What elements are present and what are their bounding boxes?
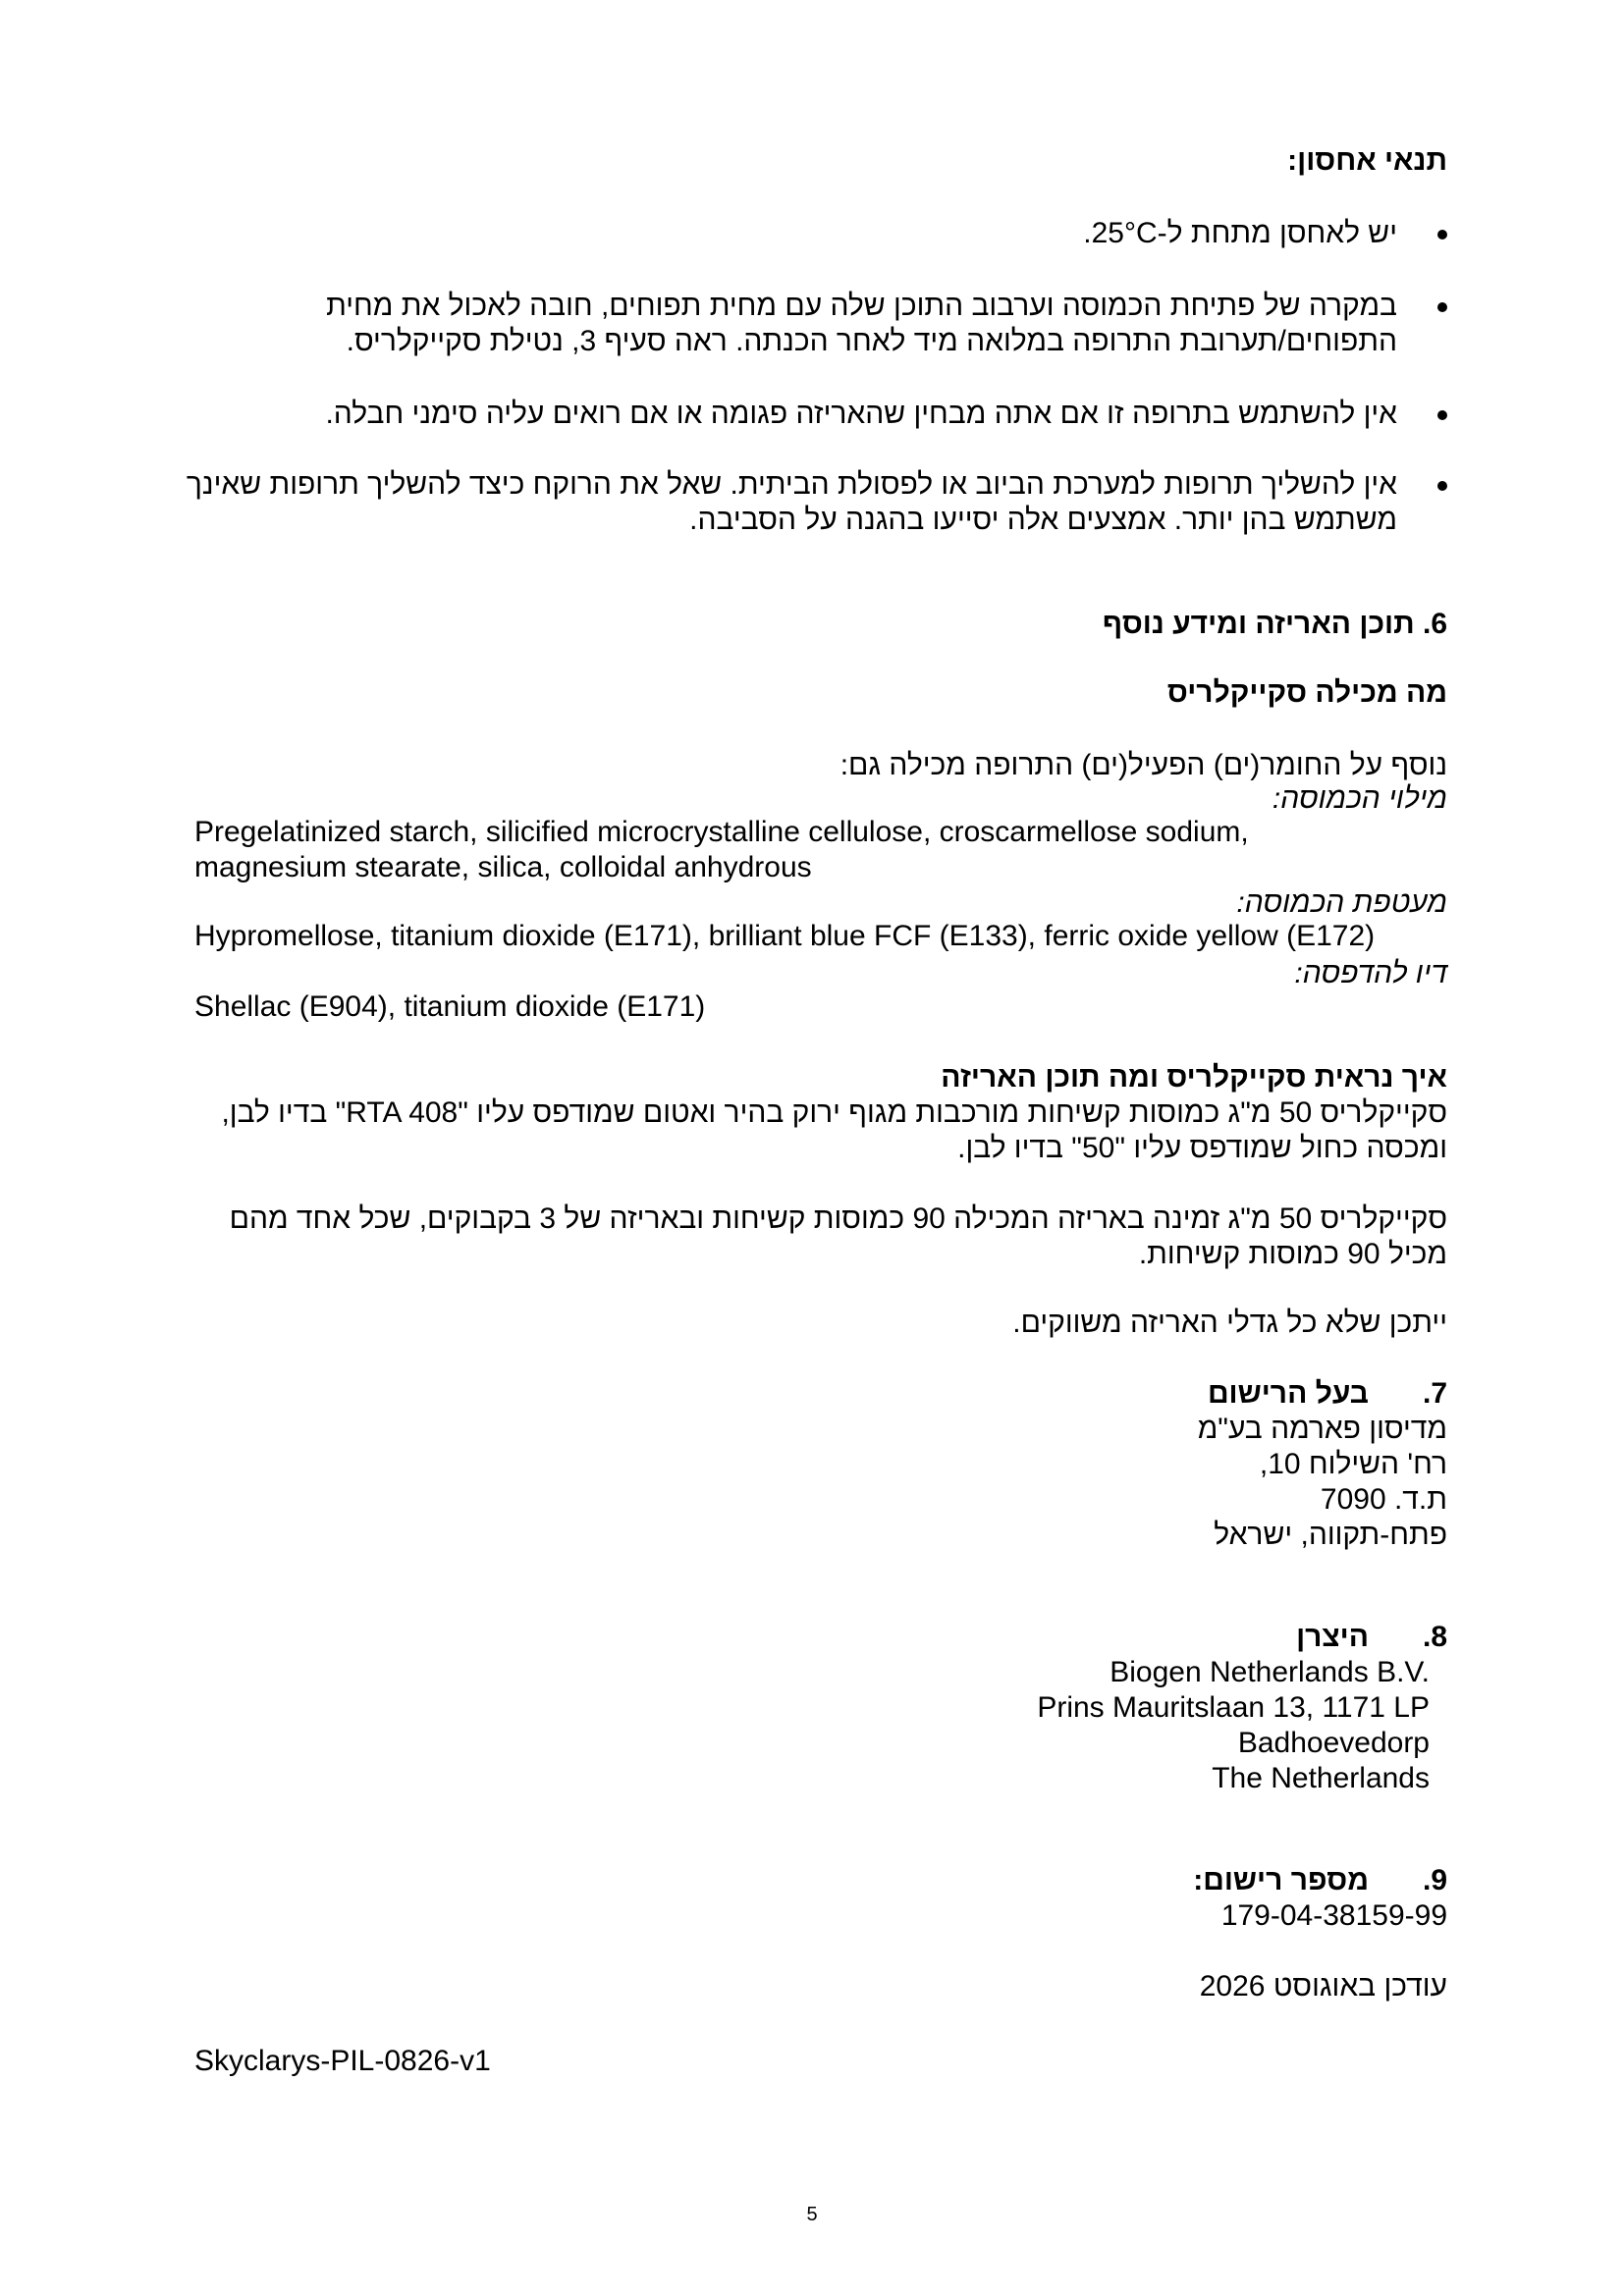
bullet-icon	[1437, 481, 1447, 491]
capsule-fill-line-1: Pregelatinized starch, silicified microcrystalline cellulose, croscarmellose sodium,	[194, 816, 1249, 848]
capsule-fill-line-2: magnesium stearate, silica, colloidal anhydrous	[194, 851, 812, 883]
page-number: 5	[806, 2204, 818, 2225]
capsule-shell-label: מעטפת הכמוסה:	[1236, 886, 1447, 919]
appearance-line-2: ומכסה כחול שמודפס עליו "50" בדיו לבן.	[957, 1132, 1447, 1164]
pack-note: ייתכן שלא כל גדלי האריזה משווקים.	[1012, 1307, 1447, 1339]
section-9-heading: מספר רישום:	[1193, 1864, 1369, 1896]
section-9-number: 9.	[1422, 1864, 1447, 1896]
registrant-line-4: פתח-תקווה, ישראל	[1214, 1519, 1447, 1551]
registrant-line-1: מדיסון פארמה בע"מ	[1197, 1413, 1447, 1445]
manufacturer-line-4: The Netherlands	[1212, 1762, 1430, 1794]
section-8-heading-row	[1296, 1620, 1447, 1655]
storage-heading: תנאי אחסון:	[1287, 144, 1447, 177]
storage-bullet-4-line-1: אין להשליך תרופות למערכת הביוב או לפסולת הביתית. שאל את הרוקח כיצד להשליך תרופות שאינך	[186, 468, 1397, 501]
storage-bullet-2-line-1: במקרה של פתיחת הכמוסה וערבוב התוכן שלה עם מחית תפוחים, חובה לאכול את מחית	[326, 290, 1397, 322]
manufacturer-line-2: Prins Mauritslaan 13, 1171 LP	[1037, 1691, 1430, 1724]
document-code: Skyclarys-PIL-0826-v1	[194, 2045, 491, 2077]
manufacturer-line-1: Biogen Netherlands B.V.	[1110, 1656, 1430, 1688]
section-8-heading: היצרן	[1296, 1621, 1369, 1653]
capsule-shell-text: Hypromellose, titanium dioxide (E171), brilliant blue FCF (E133), ferric oxide yellow (E172)	[194, 920, 1376, 952]
section-8-number: 8.	[1422, 1621, 1447, 1653]
appearance-heading: איך נראית סקייקלריס ומה תוכן האריזה	[941, 1061, 1447, 1094]
ink-label: דיו להדפסה:	[1294, 957, 1447, 989]
contents-subheading: מה מכילה סקייקלריס	[1166, 676, 1447, 709]
ink-text: Shellac (E904), titanium dioxide (E171)	[194, 990, 706, 1023]
manufacturer-line-3: Badhoevedorp	[1237, 1727, 1430, 1759]
registrant-line-2: רח' השילוח 10,	[1259, 1448, 1447, 1480]
storage-bullet-4-line-2: משתמש בהן יותר. אמצעים אלה יסייעו בהגנה על הסביבה.	[689, 504, 1397, 536]
section-9-heading-row	[1193, 1863, 1447, 1898]
pack-line-2: מכיל 90 כמוסות קשיחות.	[1138, 1238, 1447, 1270]
updated-date: עודכן באוגוסט 2026	[1199, 1970, 1447, 2002]
bullet-icon	[1437, 302, 1447, 312]
section-7-number: 7.	[1422, 1377, 1447, 1410]
registration-number: 179-04-38159-99	[1220, 1899, 1447, 1932]
storage-bullet-3: אין להשתמש בתרופה זו אם אתה מבחין שהאריזה פגומה או אם רואים עליה סימני חבלה.	[325, 398, 1397, 430]
section-7-heading-row	[1208, 1376, 1447, 1412]
pack-line-1: סקייקלריס 50 מ"ג זמינה באריזה המכילה 90 כמוסות קשיחות ובאריזה של 3 בקבוקים, שכל אחד מהם	[229, 1202, 1447, 1235]
section-7-heading: בעל הרישום	[1207, 1377, 1369, 1410]
section-6-heading: 6. תוכן האריזה ומידע נוסף	[1102, 608, 1447, 640]
bullet-icon	[1437, 230, 1447, 240]
storage-bullet-1: יש לאחסן מתחת ל-25°C.	[1083, 217, 1397, 249]
registrant-line-3: ת.ד. 7090	[1320, 1483, 1447, 1516]
bullet-icon	[1437, 410, 1447, 420]
appearance-line-1: סקייקלריס 50 מ"ג כמוסות קשיחות מורכבות מגוף ירוק בהיר ואטום שמודפס עליו "RTA 408" בדיו לבן,	[221, 1096, 1447, 1129]
contents-intro: נוסף על החומר(ים) הפעיל(ים) התרופה מכילה גם:	[839, 749, 1447, 781]
capsule-fill-label: מילוי הכמוסה:	[1272, 782, 1447, 815]
storage-bullet-2-line-2: התפוחים/תערובת התרופה במלואה מיד לאחר הכנתה. ראה סעיף 3, נטילת סקייקלריס.	[346, 325, 1397, 357]
